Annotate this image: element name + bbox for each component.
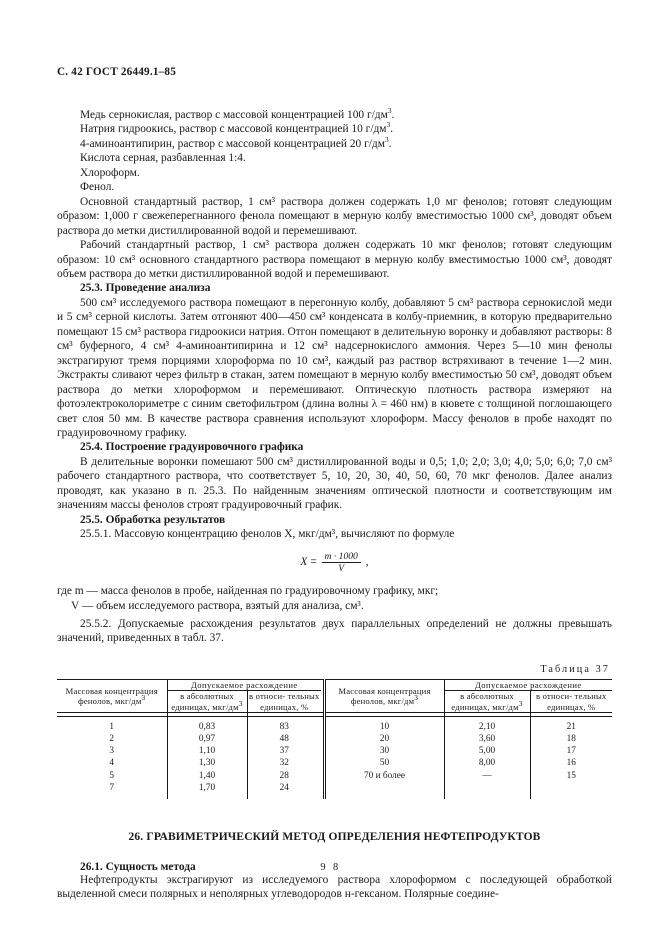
formula-expression xyxy=(300,551,368,574)
list-item: 4-аминоантипирин, раствор с массовой концентрацией 20 $г/дм^3$. xyxy=(80,135,392,150)
cell-conc-left: 7 xyxy=(109,782,115,793)
header-text: в абсолютных единицах, мкг/дм xyxy=(451,691,519,712)
table-row xyxy=(57,770,612,782)
running-head: С. 42 ГОСТ 26449.1‒85 xyxy=(57,66,177,78)
header-rel-right: в относи- тельных единицах, % xyxy=(530,691,612,713)
paragraph-gravimetric-intro: Нефтепродукты экстрагируют из исследуемого раствора хлороформом с последующей обработкой выделенной смеси полярных и неполярных углеводородов н-гексаном. Полярные соедине- xyxy=(57,873,612,901)
cell-abs-left: 0,97 xyxy=(167,733,247,745)
cell-rel-left: 48 xyxy=(247,733,321,745)
paragraph-basic-solution: Основной стандартный раствор, 1 см³ раствора должен содержать 1,0 мг фенолов; готовят следующим образом: 1,000 г свежеперегнанного фенола помещают в мерную колбу вместимостью 1000 см³, доводят объем раствора до метки дистиллированной водой и перемешивают. xyxy=(57,195,612,237)
cell-rel-left: 28 xyxy=(247,770,321,782)
cell-conc-right: 30 xyxy=(324,745,444,757)
cell-abs-right: 5,00 xyxy=(444,745,530,757)
cell-rel-right: 21 xyxy=(530,717,612,734)
table-row xyxy=(57,782,612,799)
superscript-3: 3 xyxy=(384,135,389,145)
cell-abs-left: 1,30 xyxy=(167,757,247,769)
cell-abs-left: 1,10 xyxy=(167,745,247,757)
table-column-separator xyxy=(321,691,324,713)
cell-abs-right: 3,60 xyxy=(444,733,530,745)
reagent-text: Натрия гидроокись, раствор с массовой концентрацией 10 г/дм xyxy=(80,123,387,136)
cell-rel-left: 24 xyxy=(247,782,321,799)
superscript-3: 3 xyxy=(386,120,391,130)
table-row xyxy=(57,745,612,757)
cell-conc-right: 20 xyxy=(324,733,444,745)
list-item: Хлороформ. xyxy=(80,166,140,179)
cell-conc-left: 4 xyxy=(109,758,115,769)
header-divergence-right: Допускаемое расхождение xyxy=(444,679,612,690)
cell-rel-right: 17 xyxy=(530,745,612,757)
header-conc-right xyxy=(324,679,444,712)
paragraph-procedure: 500 см³ исследуемого раствора помещают в перегонную колбу, добавляют 5 см³ раствора сернокислой меди и 5 см³ серной кислоты. Затем отгоняют 400—450 см³ конденсата в колбу-приемник, в которую предварительно помещают 15 см³ раствора гидроокиси натрия. Отгон помещают в делительную воронку и добавляют растворы: 8 см³ буферного, 4 см³ 4-аминоантипирина и 12 см³ надсернокислого аммония. Через 5—10 мин фенолы экстрагируют тремя порциями хлороформа по 10 см³, каждый раз раствор встряхивают в течение 1—2 мин. Экстракты сливают через фильтр в стакан, затем помещают в мерную колбу вместимостью 50 см³, доводят объем раствора до метки хлороформом и перемешивают. Оптическую плотность раствора измеряют на фотоэлектроколориметре с синим светофильтром (длина волны λ = 460 нм) в кювете с толщиной поглошающего свет слоя 50 мм. В качестве раствора сравнения используют хлороформ. Массу фенолов в пробе находят по градуировочному графику. xyxy=(57,296,612,439)
formula-legend-v: V — объем исследуемого раствора, взятый для анализа, см³. xyxy=(71,599,364,612)
cell-abs-left: 0,83 xyxy=(167,717,247,734)
cell-rel-right: 15 xyxy=(530,770,612,782)
reagent-text: 4-аминоантипирин, раствор с массовой концентрацией 20 г/дм xyxy=(80,137,385,150)
table-head xyxy=(57,679,612,716)
cell-rel-right: 18 xyxy=(530,733,612,745)
formula-legend-m: где m — масса фенолов в пробе, найденная по градуировочному графику, мкг; xyxy=(57,584,439,597)
cell-conc-right: 70 и более xyxy=(324,770,444,782)
cell-conc-right xyxy=(324,782,444,799)
header-rel-left: в относи- тельных единицах, % xyxy=(248,691,320,712)
list-item: Медь сернокислая, раствор с массовой концентрацией 100 $г/дм^3$. xyxy=(80,106,395,121)
formula-fraction xyxy=(322,551,361,574)
header-abs-right xyxy=(444,691,530,713)
formula-lhs: X xyxy=(300,555,308,568)
cell-conc-left: 3 xyxy=(109,746,115,757)
paragraph-formula-intro: 25.5.1. Массовую концентрацию фенолов X, мкг/дм³, вычисляют по формуле xyxy=(80,528,455,541)
divergence-table xyxy=(57,679,612,799)
heading-25-5: 25.5. Обработка результатов xyxy=(80,513,226,526)
cell-conc-right: 50 xyxy=(324,757,444,769)
header-divergence-left: Допускаемое расхождение xyxy=(167,679,321,690)
formula-equals: = xyxy=(310,555,317,568)
cell-rel-right xyxy=(530,782,612,799)
cell-conc-right: 10 xyxy=(324,717,444,734)
header-text: Массовая концентрация фенолов, мкг/дм xyxy=(338,685,431,707)
page-folio: 9 8 xyxy=(320,862,341,873)
page-content xyxy=(57,66,612,902)
table-row xyxy=(57,757,612,769)
cell-conc-left: 1 xyxy=(109,722,115,733)
cell-rel-left: 32 xyxy=(247,757,321,769)
header-abs-left xyxy=(167,691,247,713)
paragraph-working-solution: Рабочий стандартный раствор, 1 см³ раствора должен содержать 10 мкг фенолов; готовят следующим образом: 10 см³ основного стандартного раствора помещают в мерную колбу вместимостью 1000 см³, доводят объем раствора до метки дистиллированной водой и перемешивают. xyxy=(57,239,612,280)
table-row xyxy=(57,733,612,745)
formula-trailing-comma: , xyxy=(365,555,369,568)
header-text: в абсолютных единицах, мкг/дм xyxy=(171,691,239,712)
cell-conc-left: 2 xyxy=(109,734,115,745)
heading-25-3: 25.3. Проведение анализа xyxy=(80,282,211,295)
superscript-3: 3 xyxy=(141,693,146,703)
cell-abs-right: 8,00 xyxy=(444,757,530,769)
table-body xyxy=(57,717,612,799)
cell-rel-right: 16 xyxy=(530,757,612,769)
superscript-3: 3 xyxy=(518,698,523,708)
cell-abs-right: 2,10 xyxy=(444,717,530,734)
cell-conc-left: 5 xyxy=(109,770,115,781)
heading-26: 26. ГРАВИМЕТРИЧЕСКИЙ МЕТОД ОПРЕДЕЛЕНИЯ НЕФТЕПРОДУКТОВ xyxy=(128,830,541,843)
cell-abs-left: 1,40 xyxy=(167,770,247,782)
cell-abs-right xyxy=(444,782,530,799)
superscript-3: 3 xyxy=(387,106,392,116)
superscript-3: 3 xyxy=(238,698,243,708)
cell-abs-right: — xyxy=(444,770,530,782)
table-header-row-top xyxy=(57,679,612,690)
cell-rel-left: 83 xyxy=(247,717,321,734)
list-item: Натрия гидроокись, раствор с массовой концентрацией 10 $г/дм^3$. xyxy=(80,120,394,136)
table-caption: Таблица 37 xyxy=(540,663,610,675)
heading-26-1: 26.1. Сущность метода xyxy=(80,860,196,873)
superscript-3: 3 xyxy=(414,693,419,703)
formula-numerator: m · 1000 xyxy=(322,551,361,563)
reagents-list xyxy=(57,108,612,195)
cell-abs-left: 1,70 xyxy=(167,782,247,799)
formula-denominator: V xyxy=(338,562,345,574)
formula-block xyxy=(57,551,612,574)
cell-rel-left: 37 xyxy=(247,745,321,757)
table-row xyxy=(57,717,612,734)
list-item: Фенол. xyxy=(80,181,115,194)
paragraph-divergence: 25.5.2. Допускаемые расхождения результатов двух параллельных определений не должны превышать значений, приведенных в табл. 37. xyxy=(57,618,612,645)
header-text: Массовая концентрация фенолов, мкг/дм xyxy=(65,685,158,707)
paragraph-calibration: В делительные воронки помешают 500 см³ дистиллированной воды и 0,5; 1,0; 2,0; 3,0; 4,0; 5,0; 6,0; 7,0 см³ рабочего стандартного раствора, что соответствует 5, 10, 20, 30, 40, 50, 60, 70 мкг фенолов. Далее анализ проводят, как указано в п. 25.3. По найденным значениям оптической плотности и соответствующим им значениям массы фенолов строят градуировочный график. xyxy=(57,455,612,512)
header-conc-left xyxy=(57,679,167,712)
list-item: Кислота серная, разбавленная 1:4. xyxy=(80,152,246,165)
heading-25-4: 25.4. Построение градуировочного графика xyxy=(80,441,304,454)
reagent-text: Медь сернокислая, раствор с массовой концентрацией 100 г/дм xyxy=(80,109,388,121)
